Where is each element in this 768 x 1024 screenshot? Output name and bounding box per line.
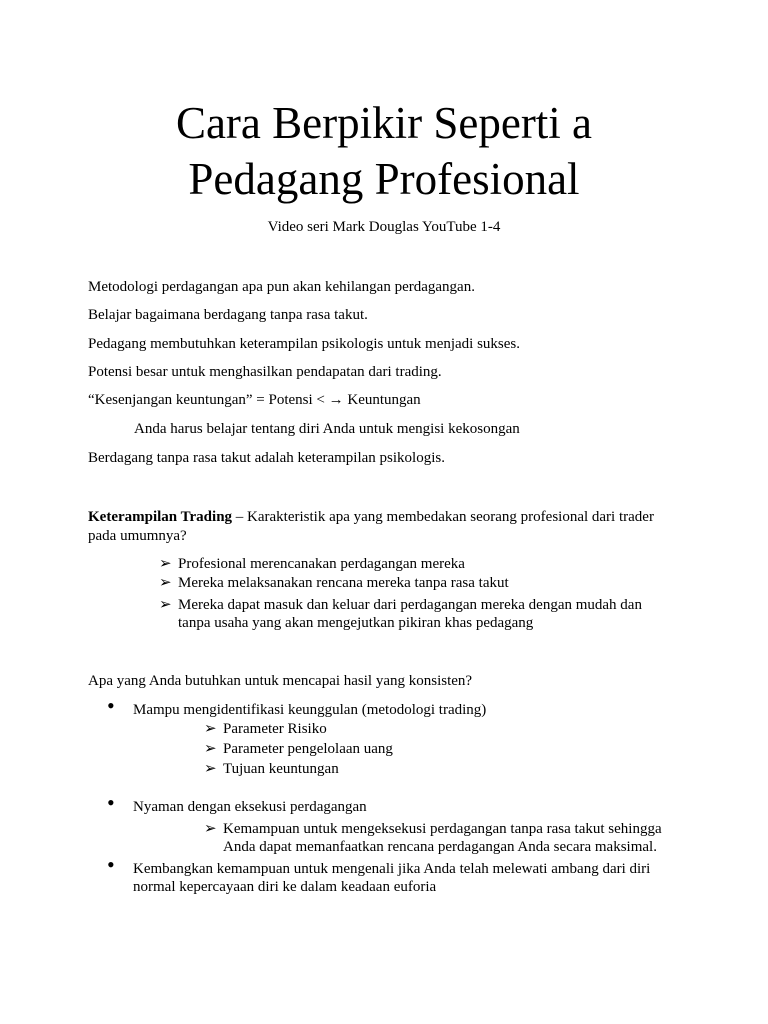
list-item-text: Parameter pengelolaan uang [223,741,393,757]
list-item [204,760,339,779]
arrow-bullet-icon: ➢ [159,556,172,572]
intro-line: Potensi besar untuk menghasilkan pendapatan dari trading. [88,364,442,380]
list-item [159,574,509,593]
bullet-dot-icon [107,855,115,878]
intro-line-indented: Anda harus belajar tentang diri Anda untuk mengisi kekosongan [134,421,520,437]
list-item-text: Parameter Risiko [223,721,327,737]
arrow-bullet-icon: ➢ [204,721,217,737]
intro-line: Berdagang tanpa rasa takut adalah keterampilan psikologis. [88,450,445,466]
arrow-bullet-icon: ➢ [159,597,172,613]
bullet-item: Mampu mengidentifikasi keunggulan (metodologi trading) [133,702,487,718]
list-item-text: Mereka melaksanakan rencana mereka tanpa rasa takut [178,575,509,591]
skills-heading: Keterampilan Trading [88,509,233,525]
bullet-item: Kembangkan kemampuan untuk mengenali jika Anda telah melewati ambang dari diri [133,861,651,877]
arrow-bullet-icon: ➢ [204,821,217,837]
intro-line: Belajar bagaimana berdagang tanpa rasa takut. [88,307,368,323]
title-line-1: Cara Berpikir Seperti a [175,98,593,148]
subtitle: Video seri Mark Douglas YouTube 1-4 [267,219,501,235]
list-item [204,820,662,839]
intro-line: Pedagang membutuhkan keterampilan psikologis untuk menjadi sukses. [88,336,521,352]
bullet-dot-icon [107,696,115,719]
arrow-bullet-icon: ➢ [204,741,217,757]
skills-paragraph [88,508,654,527]
intro-line: “Kesenjangan keuntungan” = Potensi < → Keuntungan [88,392,421,408]
bullet-item: Nyaman dengan eksekusi perdagangan [133,799,367,815]
arrow-bullet-icon: ➢ [159,575,172,591]
list-item-cont: Anda dapat memanfaatkan rencana perdagangan Anda secara maksimal. [223,839,657,855]
list-item-text: Mereka dapat masuk dan keluar dari perdagangan mereka dengan mudah dan [178,597,642,613]
list-item [159,555,465,574]
question-line: Apa yang Anda butuhkan untuk mencapai hasil yang konsisten? [88,673,473,689]
arrow-bullet-icon: ➢ [204,761,217,777]
list-item-text: Kemampuan untuk mengeksekusi perdagangan tanpa rasa takut sehingga [223,821,662,837]
list-item [204,740,393,759]
list-item [204,720,327,739]
bullet-dot-icon [107,793,115,816]
list-item [159,596,642,615]
list-item-text: Profesional merencanakan perdagangan mereka [178,556,465,572]
intro-line: Metodologi perdagangan apa pun akan kehilangan perdagangan. [88,279,475,295]
skills-paragraph-cont: pada umumnya? [88,528,187,544]
title-line-2: Pedagang Profesional [188,154,580,204]
bullet-item-cont: normal kepercayaan diri ke dalam keadaan euforia [133,879,437,895]
skills-text: – Karakteristik apa yang membedakan seorang profesional dari trader [232,509,654,525]
list-item-text: Tujuan keuntungan [223,761,339,777]
list-item-cont: tanpa usaha yang akan mengejutkan pikiran khas pedagang [178,615,534,631]
